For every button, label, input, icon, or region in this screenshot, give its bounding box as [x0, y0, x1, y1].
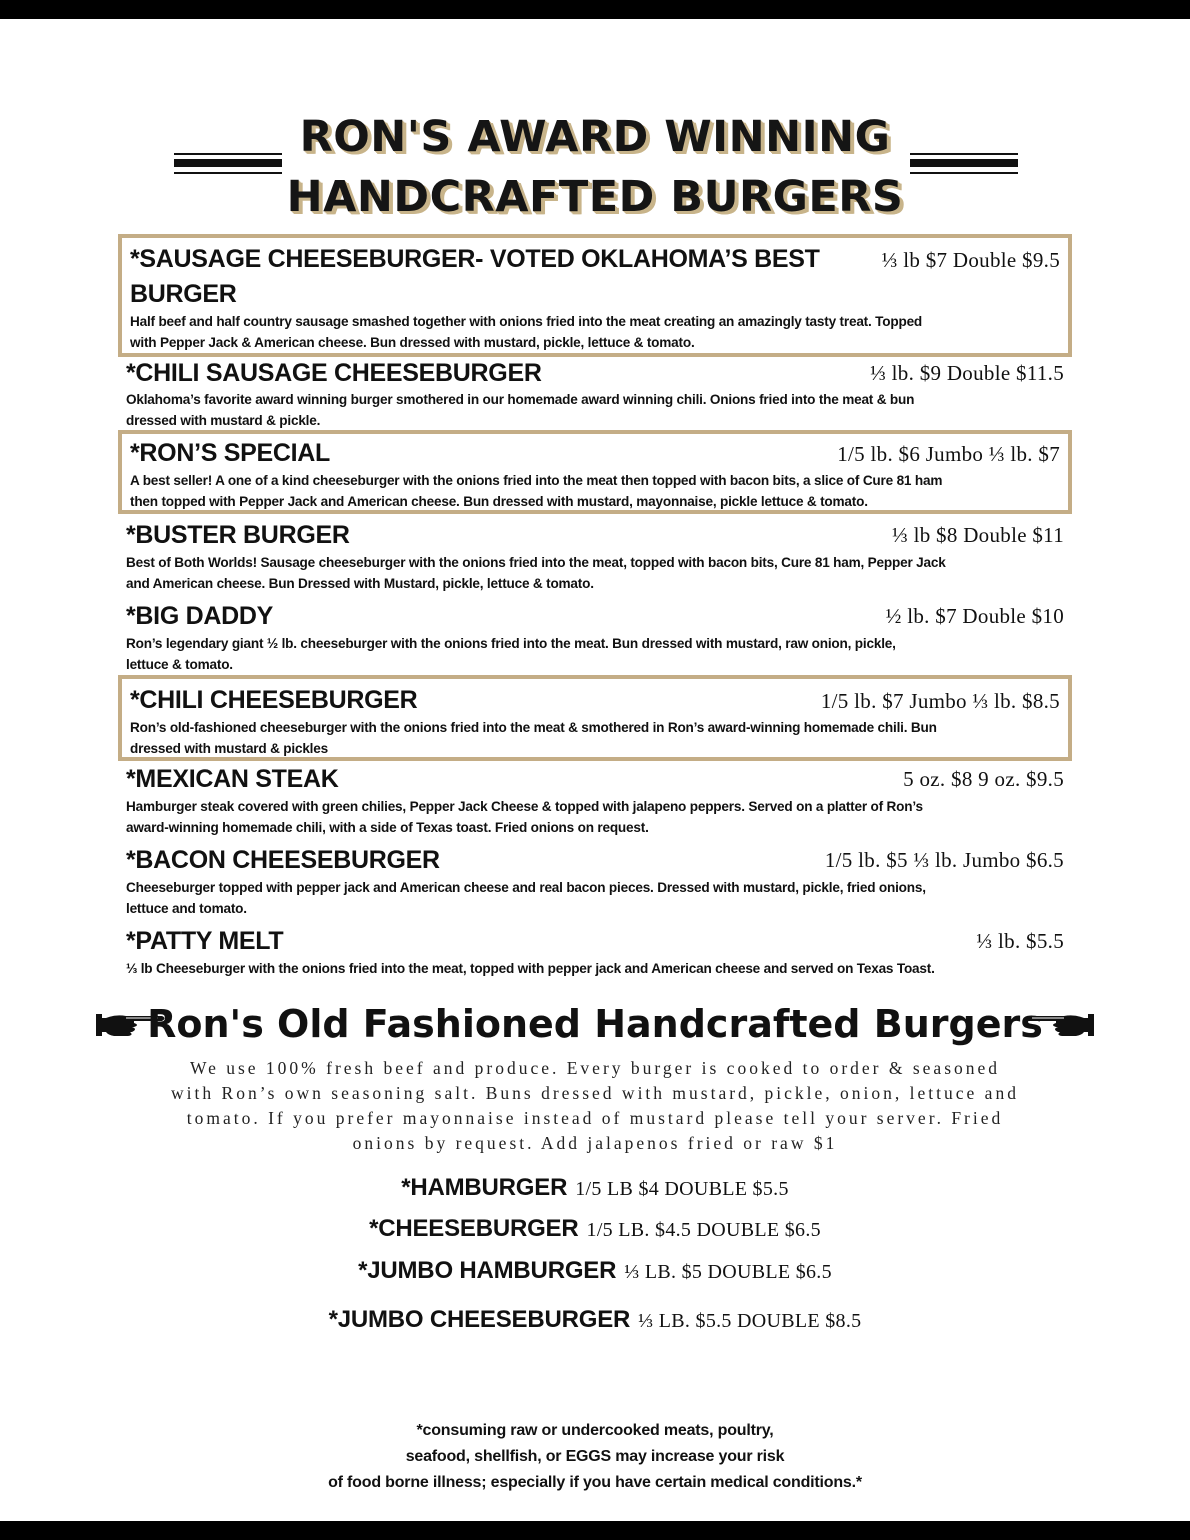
basic-burger-name: *CHEESEBURGER: [369, 1215, 579, 1242]
food-safety-warning: [0, 1418, 1190, 1496]
warning-line: *consuming raw or undercooked meats, poultry,: [416, 1422, 774, 1439]
item-desc-line-2: with Pepper Jack & American cheese. Bun dressed with mustard, pickle, lettuce & tomato.: [130, 335, 695, 350]
title-line-2: HANDCRAFTED BURGERS: [286, 172, 904, 222]
basic-burger-cheeseburger: [0, 1215, 1190, 1243]
item-price: ⅓ lb $7 Double $9.5: [881, 248, 1060, 272]
desc-line: onions by request. Add jalapenos fried or raw $1: [352, 1133, 838, 1153]
item-desc-line-1: Ron’s old-fashioned cheeseburger with the onions fried into the meat & smothered in Ron’s award-winning homemade chili. Bun: [130, 720, 937, 735]
item-name: *RON’S SPECIAL: [130, 439, 330, 467]
basic-burger-price: ⅓ LB. $5.5 DOUBLE $8.5: [638, 1310, 862, 1332]
item-price: 1/5 lb. $6 Jumbo ⅓ lb. $7: [837, 442, 1060, 466]
menu-item-chili-cheeseburger: [118, 675, 1072, 761]
item-desc-line-1: Hamburger steak covered with green chilies, Pepper Jack Cheese & topped with jalapeno peppers. Served on a platter of Ron’s: [126, 799, 923, 814]
item-name: *CHILI SAUSAGE CHEESEBURGER: [126, 359, 542, 387]
basic-burger-name: *JUMBO HAMBURGER: [358, 1257, 617, 1284]
old-fashioned-heading: [0, 996, 1190, 1052]
item-price: 1/5 lb. $7 Jumbo ⅓ lb. $8.5: [820, 689, 1060, 713]
item-name-continued: BURGER: [130, 280, 237, 308]
item-desc-line-1: Cheeseburger topped with pepper jack and American cheese and real bacon pieces. Dressed with mustard, pickle, fried onions,: [126, 880, 926, 895]
menu-item-mexican-steak: [118, 762, 1072, 838]
basic-burger-price: ⅓ LB. $5 DOUBLE $6.5: [624, 1261, 832, 1283]
item-desc-line-1: Oklahoma’s favorite award winning burger smothered in our homemade award winning chili. Onions fried into the meat & bun: [126, 392, 915, 407]
item-desc-line-2: dressed with mustard & pickles: [130, 741, 328, 756]
item-name: *CHILI CHEESEBURGER: [130, 686, 418, 714]
basic-burger-jumbo-hamburger: [0, 1257, 1190, 1285]
menu-item-sausage-cheeseburger: [118, 234, 1072, 357]
item-name: *MEXICAN STEAK: [126, 765, 339, 793]
item-desc-line-2: and American cheese. Bun Dressed with Mustard, pickle, lettuce & tomato.: [126, 576, 594, 591]
basic-burger-hamburger: [0, 1174, 1190, 1202]
title-line-1: RON'S AWARD WINNING: [299, 112, 891, 162]
item-desc-line-1: Best of Both Worlds! Sausage cheeseburger with the onions fried into the meat, topped with bacon bits, Cure 81 ham, Pepper Jack: [126, 555, 946, 570]
menu-item-big-daddy: [118, 599, 1072, 675]
warning-line: of food borne illness; especially if you have certain medical conditions.*: [328, 1474, 862, 1491]
item-desc-line-2: lettuce and tomato.: [126, 901, 247, 916]
basic-burger-jumbo-cheeseburger: [0, 1306, 1190, 1334]
warning-line: seafood, shellfish, or EGGS may increase your risk: [405, 1448, 785, 1465]
old-fashioned-title: Ron's Old Fashioned Handcrafted Burgers: [147, 1002, 1043, 1046]
bottom-border-bar: [0, 1521, 1190, 1540]
item-price: ⅓ lb. $5.5: [976, 929, 1064, 953]
item-desc-line-2: then topped with Pepper Jack and American cheese. Bun dressed with mustard, mayonnaise, pickle lettuce & tomato.: [130, 494, 868, 509]
menu-item-rons-special: [118, 430, 1072, 514]
item-name: *PATTY MELT: [126, 927, 284, 955]
item-price: 5 oz. $8 9 oz. $9.5: [903, 767, 1064, 791]
item-name: *SAUSAGE CHEESEBURGER- VOTED OKLAHOMA’S BEST: [130, 245, 820, 273]
old-fashioned-description: [128, 1056, 1062, 1156]
item-desc-line-2: lettuce & tomato.: [126, 657, 233, 672]
basic-burger-name: *JUMBO CHEESEBURGER: [328, 1306, 631, 1333]
pointing-hand-left-icon: [1022, 1008, 1094, 1040]
desc-line: tomato. If you prefer mayonnaise instead of mustard please tell your server. Fried: [186, 1108, 1004, 1128]
menu-item-chili-sausage-cheeseburger: [118, 356, 1072, 430]
basic-burger-name: *HAMBURGER: [401, 1174, 568, 1201]
item-price: ½ lb. $7 Double $10: [885, 604, 1064, 628]
item-desc-line-2: dressed with mustard & pickle.: [126, 413, 321, 428]
item-desc-line-1: ⅓ lb Cheeseburger with the onions fried into the meat, topped with pepper jack and American cheese and served on Texas Toast.: [126, 961, 935, 976]
menu-item-bacon-cheeseburger: [118, 843, 1072, 919]
desc-line: with Ron’s own seasoning salt. Buns dressed with mustard, pickle, onion, lettuce and: [171, 1083, 1019, 1103]
item-name: *BIG DADDY: [126, 602, 274, 630]
basic-burger-price: 1/5 LB. $4.5 DOUBLE $6.5: [586, 1219, 821, 1241]
item-name: *BACON CHEESEBURGER: [126, 846, 440, 874]
item-desc-line-2: award-winning homemade chili, with a side of Texas toast. Fried onions on request.: [126, 820, 649, 835]
desc-line: We use 100% fresh beef and produce. Every burger is cooked to order & seasoned: [189, 1058, 1001, 1078]
title-rule-right: [910, 153, 1018, 177]
menu-item-patty-melt: [118, 924, 1072, 982]
menu-title: [0, 112, 1190, 227]
menu-item-buster-burger: [118, 518, 1072, 594]
basic-burger-price: 1/5 LB $4 DOUBLE $5.5: [575, 1178, 789, 1200]
top-border-bar: [0, 0, 1190, 19]
item-name: *BUSTER BURGER: [126, 521, 350, 549]
item-desc-line-1: Ron’s legendary giant ½ lb. cheeseburger with the onions fried into the meat. Bun dressed with mustard, raw onion, pickle,: [126, 636, 896, 651]
item-price: 1/5 lb. $5 ⅓ lb. Jumbo $6.5: [824, 848, 1064, 872]
item-price: ⅓ lb $8 Double $11: [891, 523, 1064, 547]
item-price: ⅓ lb. $9 Double $11.5: [870, 361, 1064, 385]
item-desc-line-1: Half beef and half country sausage smashed together with onions fried into the meat creating an amazingly tasty treat. Topped: [130, 314, 923, 329]
item-desc-line-1: A best seller! A one of a kind cheeseburger with the onions fried into the meat then topped with bacon bits, a slice of Cure 81 ham: [130, 473, 943, 488]
